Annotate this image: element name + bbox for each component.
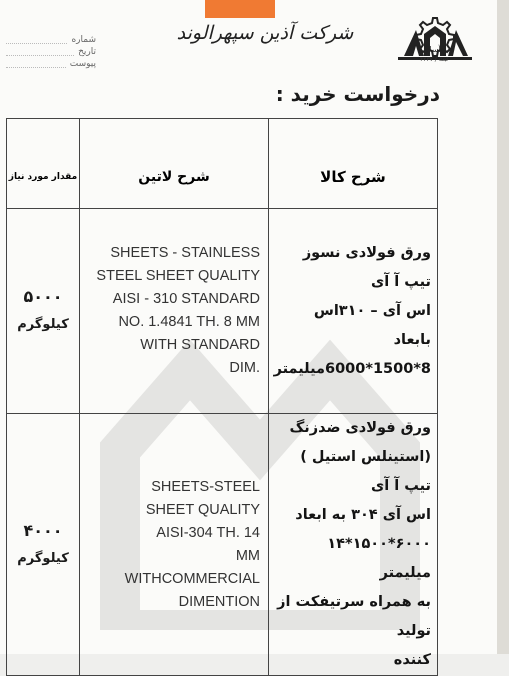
latin-line: DIMENTION: [178, 593, 260, 610]
latin-line: MM: [235, 547, 260, 564]
latin-line: DIM.: [229, 360, 260, 376]
goods-line: (استینلس استیل ) تیپ آ آی: [300, 449, 431, 494]
qty-cell: [7, 414, 80, 676]
goods-line: 8*1500*6000میلیمتر: [273, 360, 431, 377]
paper-edge-strip: [497, 0, 509, 654]
goods-line: ورق فولادی ضدزنگ: [289, 420, 431, 436]
latin-line: AISI-304 TH. 14: [156, 524, 260, 541]
items-table: [6, 118, 438, 676]
qty-cell: [7, 209, 80, 414]
qty-unit: کیلوگرم: [17, 550, 69, 566]
goods-cell: [269, 209, 438, 414]
page-heading: درخواست خرید :: [275, 82, 440, 106]
goods-line: به همراه سرتیفکت از تولید: [277, 594, 431, 639]
table-row: [7, 414, 438, 676]
logo-text: آسا: [429, 45, 441, 54]
goods-line: ورق فولادی نسوز تیپ آ آی: [302, 244, 431, 290]
latin-line: WITH STANDARD: [140, 337, 260, 353]
meta-label-date: تاریخ: [78, 47, 96, 57]
latin-line: STEEL SHEET QUALITY: [96, 268, 260, 284]
company-name: شرکت آذین سپهرالوند: [176, 22, 354, 44]
latin-line: WITHCOMMERCIAL: [124, 570, 260, 587]
latin-line: SHEETS - STAINLESS: [110, 245, 260, 261]
latin-cell: [80, 209, 269, 414]
table-row: [7, 209, 438, 414]
table-header-row: [7, 119, 438, 209]
goods-cell: [269, 414, 438, 676]
meta-box: [6, 34, 96, 70]
latin-line: SHEET QUALITY: [145, 501, 260, 518]
qty-unit: کیلوگرم: [17, 317, 69, 332]
latin-cell: [80, 414, 269, 676]
meta-label-attachment: پیوست: [69, 59, 96, 69]
goods-line: کننده: [393, 652, 431, 668]
meta-label-number: شماره: [71, 35, 96, 45]
orange-tab-marker: [205, 0, 275, 18]
latin-line: NO. 1.4841 TH. 8 MM: [118, 314, 260, 330]
goods-line: اس آی – ۳۱۰اس بابعاد: [313, 302, 431, 348]
column-header-latin: شرح لاتین: [80, 119, 269, 209]
qty-value: ۴۰۰۰: [23, 520, 63, 540]
latin-line: AISI - 310 STANDARD: [112, 291, 260, 307]
column-header-qty: مقدار مورد نیاز: [7, 119, 80, 209]
goods-line: اس آی ۳۰۴ به ابعاد: [295, 507, 431, 523]
latin-line: SHEETS-STEEL: [151, 478, 260, 495]
meta-row-date: [6, 46, 96, 58]
logo-registration: ثبت / ۴۲۳۷: [420, 56, 449, 63]
column-header-goods: شرح کالا: [269, 119, 438, 209]
meta-row-number: [6, 34, 96, 46]
meta-row-attachment: [6, 58, 96, 70]
goods-line: ۶۰۰۰*۱۵۰۰*۱۴ میلیمتر: [327, 536, 431, 581]
qty-value: ۵۰۰۰: [23, 287, 63, 306]
